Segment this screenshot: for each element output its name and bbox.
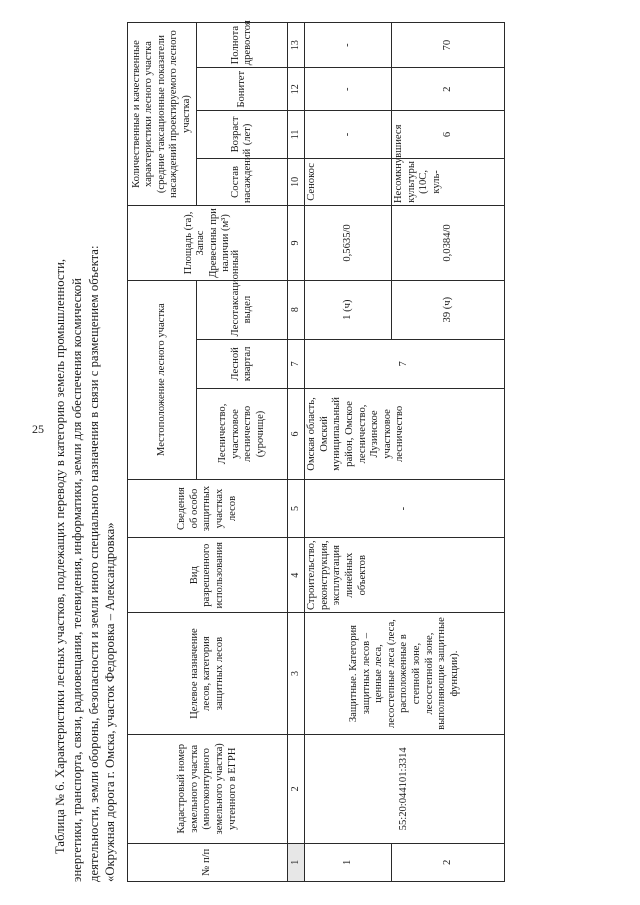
quarter-cell: 7 <box>305 339 505 389</box>
row-2-area: 0,0384/0 <box>392 206 505 281</box>
row-1-area: 0,5635/0 <box>305 206 392 281</box>
header-purpose: Целевое назначение лесов, категория защитных лесов <box>128 613 288 735</box>
rotated-content <box>52 22 597 882</box>
location-cell: Омская область, Омский муниципальный район, Омское лесничество, Лузинское участковое лесничество <box>305 389 505 479</box>
caption-line-3: деятельности, земли обороны, безопасности и земли иного специального назначения в связи с размещением объекта: <box>86 245 101 882</box>
col-number: 11 <box>288 111 305 158</box>
caption-line-1: Таблица № 6. Характеристики лесных участков, подлежащих переводу в категорию земель промышленности, <box>53 258 67 854</box>
row-1-num: 1 <box>305 843 392 881</box>
page-number: 25 <box>32 422 44 436</box>
col-number: 7 <box>288 339 305 389</box>
header-quarter: Лесной квартал <box>197 339 288 389</box>
header-location-group: Местоположение лесного участка <box>128 280 197 479</box>
forest-plots-table <box>127 22 505 882</box>
col-number: 12 <box>288 68 305 111</box>
header-cadastral: Кадастровый номер земельного участка (многоконтурного земельного участка) учтенного в ЕГРН <box>128 735 288 844</box>
header-density: Полнота древостоя <box>197 23 288 68</box>
header-protected: Сведения об особо защитных участках лесов <box>128 479 288 538</box>
row-1-bonitet: - <box>305 68 392 111</box>
header-composition: Состав насаждений <box>197 158 288 205</box>
col-number: 6 <box>288 389 305 479</box>
col-number: 13 <box>288 23 305 68</box>
header-bonitet: Бонитет <box>197 68 288 111</box>
caption-line-2: энергетики, транспорта, связи, радиовещания, телевидения, информатики, земли для обеспечения космической <box>69 278 84 882</box>
row-2-bonitet: 2 <box>392 68 505 111</box>
caption-line-4: «Окружная дорога г. Омска, участок Федоровка – Александровка» <box>103 522 118 882</box>
col-number: 5 <box>288 479 305 538</box>
header-area: Площадь (га), Запас Древесины при наличии (м³) <box>128 206 288 281</box>
col-number: 8 <box>288 280 305 339</box>
row-1-vydel: 1 (ч) <box>305 280 392 339</box>
cadastral-number: 55:20:044101:3314 <box>305 735 505 844</box>
col-number: 4 <box>288 538 305 613</box>
col-number: 3 <box>288 613 305 735</box>
row-1-age: - <box>305 111 392 158</box>
row-2-composition: Несомкнувшиеся культуры (10С, куль- <box>392 158 505 205</box>
row-2-density: 70 <box>392 23 505 68</box>
use-cell: Строительство, реконструкция, эксплуатация линейных объектов <box>305 538 505 613</box>
header-num: № п/п <box>128 843 288 881</box>
row-2-age: 6 <box>392 111 505 158</box>
table-caption <box>52 22 119 882</box>
protected-cell: - <box>305 479 505 538</box>
header-use: Вид разрешенного использования <box>128 538 288 613</box>
header-characteristics-group: Количественные и качественные характеристики лесного участка (средние таксационные показатели насаждений проектируемого лесного участка) <box>128 23 197 206</box>
col-number: 2 <box>288 735 305 844</box>
col-number: 9 <box>288 206 305 281</box>
col-number: 10 <box>288 158 305 205</box>
header-age: Возраст (лет) <box>197 111 288 158</box>
row-2-vydel: 39 (ч) <box>392 280 505 339</box>
row-2-num: 2 <box>392 843 505 881</box>
header-forestry: Лесничество, участковое лесничество (урочище) <box>197 389 288 479</box>
col-number: 1 <box>288 843 305 881</box>
header-vydel: Лесотаксационный выдел <box>197 280 288 339</box>
purpose-cell: Защитные. Категория защитных лесов – ценные леса, лесостепные леса (леса, расположенные в степной зоне, лесостепной зоне, выполняющие защитные функции). <box>305 613 505 735</box>
row-1-composition: Сенокос <box>305 158 392 205</box>
row-1-density: - <box>305 23 392 68</box>
